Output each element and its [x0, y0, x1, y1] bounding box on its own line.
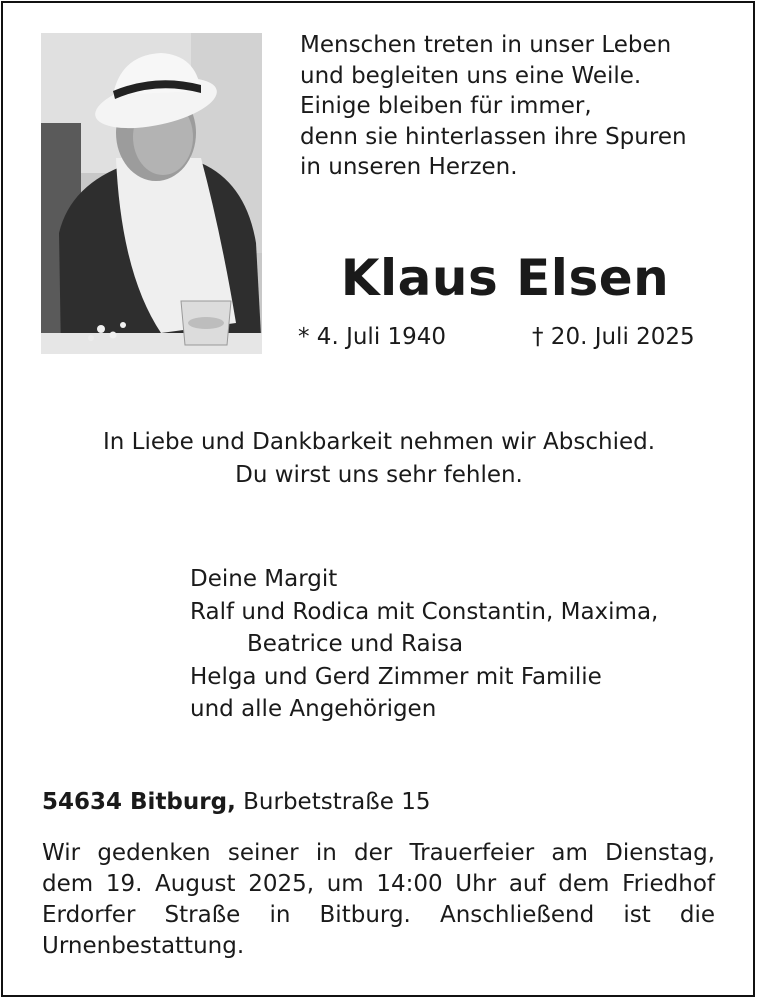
mourners-list [190, 563, 658, 726]
poem-line: denn sie hinterlassen ihre Spuren [300, 123, 687, 150]
farewell-line: In Liebe und Dankbarkeit nehmen wir Abschied. [102, 429, 656, 455]
poem-line: Einige bleiben für immer, [300, 93, 592, 119]
address [42, 785, 431, 819]
mourner-line: Beatrice und Raisa [247, 631, 464, 657]
farewell-message [0, 426, 758, 492]
address-street: Burbetstraße 15 [243, 789, 431, 815]
mourner-line: und alle Angehörigen [190, 696, 437, 722]
poem-line: Menschen treten in unser Leben [300, 32, 672, 58]
poem [300, 30, 687, 183]
address-city: 54634 Bitburg, [42, 789, 236, 815]
service-line: dem 19. August 2025, um 14:00 Uhr auf dem Friedhof [42, 871, 715, 897]
portrait-photo [41, 33, 262, 354]
deceased-name: Klaus Elsen [340, 249, 670, 307]
poem-line: in unseren Herzen. [300, 154, 518, 180]
mourner-line: Helga und Gerd Zimmer mit Familie [190, 663, 602, 690]
service-line: Erdorfer Straße in Bitburg. Anschließend ist die [42, 902, 715, 928]
birth-date: * 4. Juli 1940 [298, 324, 447, 350]
service-line: Wir gedenken seiner in der Trauerfeier am Dienstag, [42, 840, 715, 866]
service-line: Urnenbestattung. [42, 933, 245, 959]
poem-line: und begleiten uns eine Weile. [300, 62, 642, 89]
farewell-line: Du wirst uns sehr fehlen. [235, 462, 523, 488]
death-date: † 20. Juli 2025 [532, 324, 695, 350]
service-info [42, 838, 715, 962]
portrait-image [41, 33, 262, 354]
mourner-line: Deine Margit [190, 566, 338, 592]
mourner-line: Ralf und Rodica mit Constantin, Maxima, [190, 598, 659, 625]
